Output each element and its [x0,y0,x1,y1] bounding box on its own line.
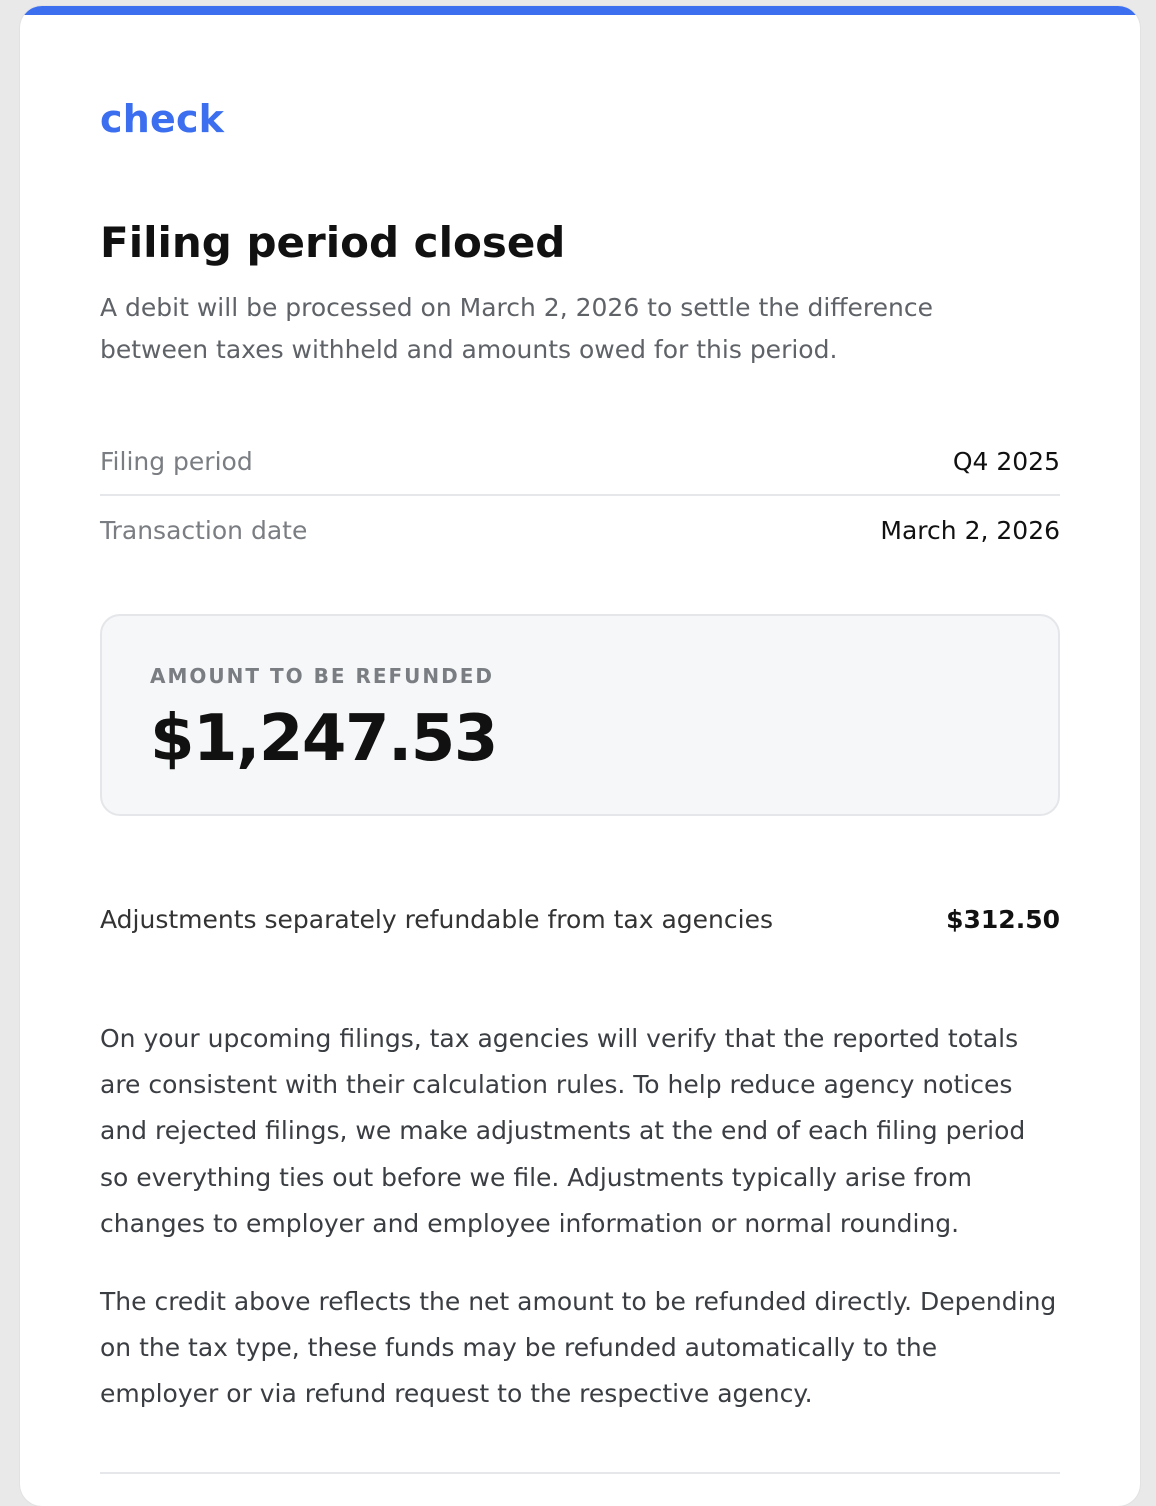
page-subtitle: A debit will be processed on March 2, 2026 to settle the difference between taxes withheld and amounts owed for this period. [100,293,933,364]
adjustments-value: $312.50 [946,904,1060,934]
refund-amount-label: AMOUNT TO BE REFUNDED [150,664,495,688]
detail-row-transaction-date [100,509,1060,551]
detail-row-filing-period [100,440,1060,482]
accent-bar [20,6,1140,15]
email-card [20,6,1140,1506]
check-logo: check [100,97,225,141]
refund-amount-value: $1,247.53 [150,702,497,776]
detail-label: Transaction date [100,515,308,545]
refund-paragraph: The credit above reflects the net amount to be refunded directly. Depending on the tax type, these funds may be refunded automatically to the employer or via refund request to the respective agency. [100,1287,1057,1409]
divider [100,494,1060,496]
explanation-paragraph: On your upcoming filings, tax agencies will verify that the reported totals are consistent with their calculation rules. To help reduce agency notices and rejected filings, we make adjustments at the end of each filing period so everything ties out before we file. Adjustments typically arise from changes to employer and employee information or normal rounding. [100,1024,1026,1238]
adjustments-label: Adjustments separately refundable from tax agencies [100,904,773,934]
detail-label: Filing period [100,446,253,476]
divider [100,1472,1060,1474]
detail-value: March 2, 2026 [880,515,1060,545]
refund-amount-box [100,614,1060,816]
detail-value: Q4 2025 [952,446,1060,476]
page-title: Filing period closed [100,218,566,267]
adjustments-row [100,898,1060,940]
